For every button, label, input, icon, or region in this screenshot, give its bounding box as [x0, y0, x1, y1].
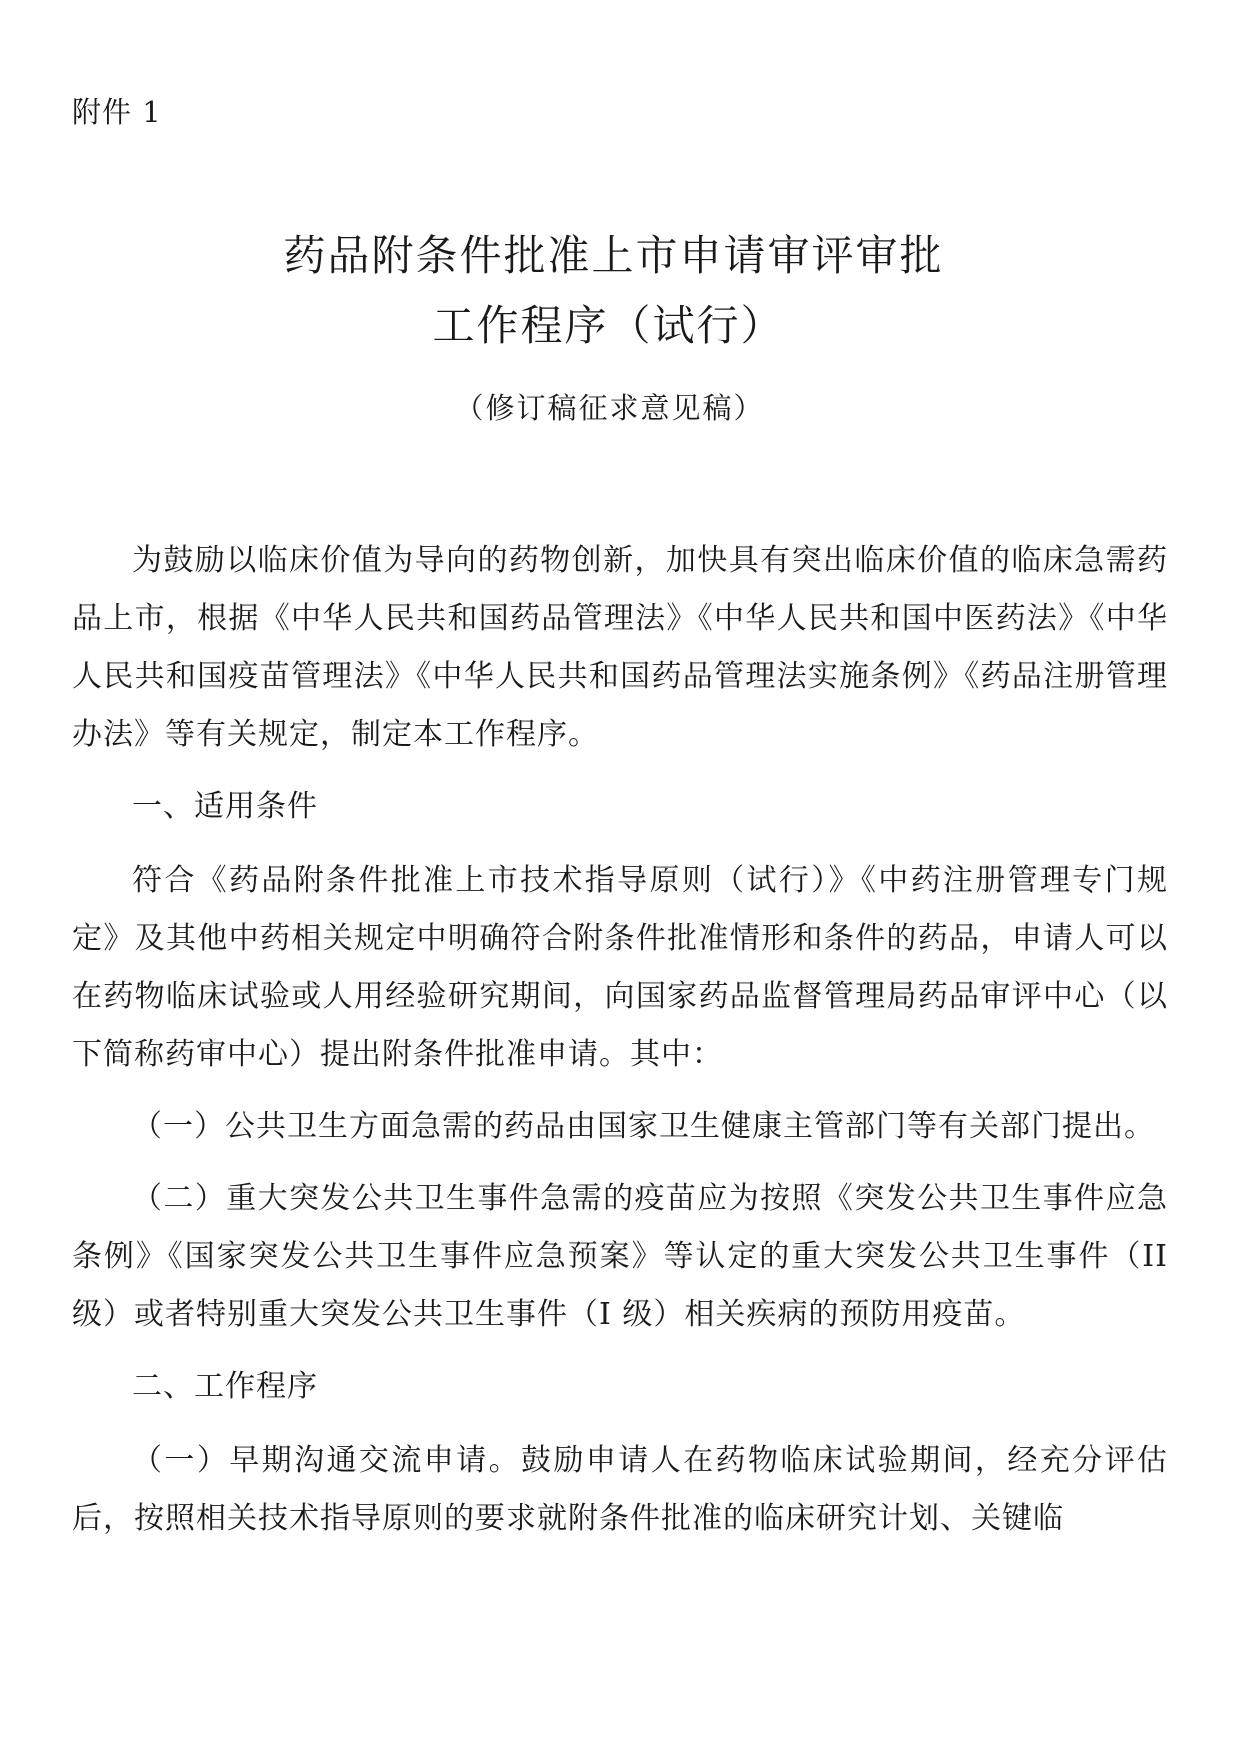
- document-subtitle: （修订稿征求意见稿）: [454, 391, 765, 425]
- document-title-line-2: 工作程序（试行）: [432, 301, 785, 350]
- procedure-item-1: （一）早期沟通交流申请。鼓励申请人在药物临床试验期间，经充分评估后，按照相关技术指导原则的要求就附条件批准的临床研究计划、关键临: [72, 1443, 1168, 1536]
- applicable-conditions-paragraph: 符合《药品附条件批准上市技术指导原则（试行）》《中药注册管理专门规定》及其他中药相关规定中明确符合附条件批准情形和条件的药品，申请人可以在药物临床试验或人用经验研究期间，向国家药品监督管理局药品审评中心（以下简称药审中心）提出附条件批准申请。其中：: [72, 863, 1168, 1072]
- condition-item-2: （二）重大突发公共卫生事件急需的疫苗应为按照《突发公共卫生事件应急条例》《国家突发公共卫生事件应急预案》等认定的重大突发公共卫生事件（II 级）或者特别重大突发公共卫生事件（I 级）相关疾病的预防用疫苗。: [72, 1181, 1168, 1332]
- section-heading-work-procedure: 二、工作程序: [132, 1369, 318, 1404]
- condition-item-1: （一）公共卫生方面急需的药品由国家卫生健康主管部门等有关部门提出。: [132, 1109, 1155, 1144]
- section-heading-applicable-conditions: 一、适用条件: [132, 789, 318, 824]
- attachment-label: 附件 1: [72, 95, 162, 129]
- document-body: [72, 532, 1168, 1562]
- intro-paragraph: 为鼓励以临床价值为导向的药物创新，加快具有突出临床价值的临床急需药品上市，根据《中华人民共和国药品管理法》《中华人民共和国中医药法》《中华人民共和国疫苗管理法》《中华人民共和国药品管理法实施条例》《药品注册管理办法》等有关规定，制定本工作程序。: [72, 543, 1168, 752]
- document-title-line-1: 药品附条件批准上市申请审评审批: [283, 231, 944, 280]
